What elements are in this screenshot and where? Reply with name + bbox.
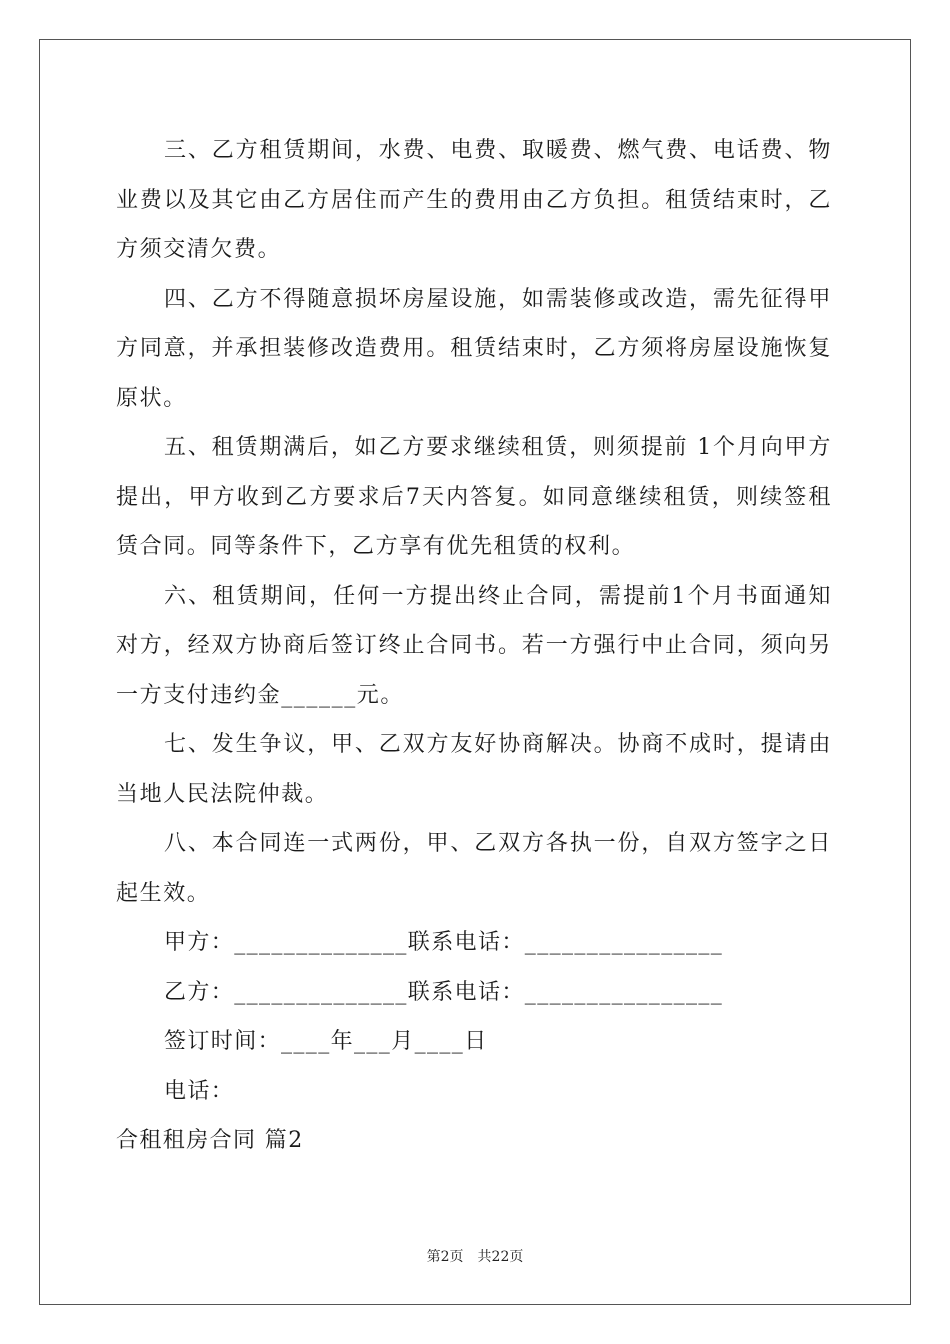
clause-4: 四、乙方不得随意损坏房屋设施，如需装修或改造，需先征得甲方同意，并承担装修改造费用。租赁结束时，乙方须将房屋设施恢复原状。 xyxy=(116,286,832,411)
document-body xyxy=(116,126,832,1166)
clause-3: 三、乙方租赁期间，水费、电费、取暖费、燃气费、电话费、物业费以及其它由乙方居住而产生的费用由乙方负担。租赁结束时，乙方须交清欠费。 xyxy=(116,138,832,262)
section-heading: 合租租房合同 篇2 xyxy=(116,1128,304,1153)
clause-8: 八、本合同连一式两份，甲、乙双方各执一份，自双方签字之日起生效。 xyxy=(116,831,832,906)
clause-7: 七、发生争议，甲、乙双方友好协商解决。协商不成时，提请由当地人民法院仲裁。 xyxy=(116,732,832,807)
party-a-signature-line: 甲方：______________联系电话：________________ xyxy=(164,930,724,955)
sign-date-line: 签订时间：____年___月____日 xyxy=(164,1029,488,1054)
page-number-footer: 第2页 共22页 xyxy=(426,1249,524,1265)
clause-5: 五、租赁期满后，如乙方要求继续租赁，则须提前 1个月向甲方提出，甲方收到乙方要求后7天内答复。如同意继续租赁，则续签租赁合同。同等条件下，乙方享有优先租赁的权利。 xyxy=(116,435,832,559)
phone-line: 电话： xyxy=(164,1078,235,1104)
party-b-signature-line: 乙方：______________联系电话：________________ xyxy=(164,979,724,1005)
clause-6: 六、租赁期间，任何一方提出终止合同，需提前1个月书面通知对方，经双方协商后签订终止合同书。若一方强行中止合同，须向另一方支付违约金______元。 xyxy=(116,583,832,708)
